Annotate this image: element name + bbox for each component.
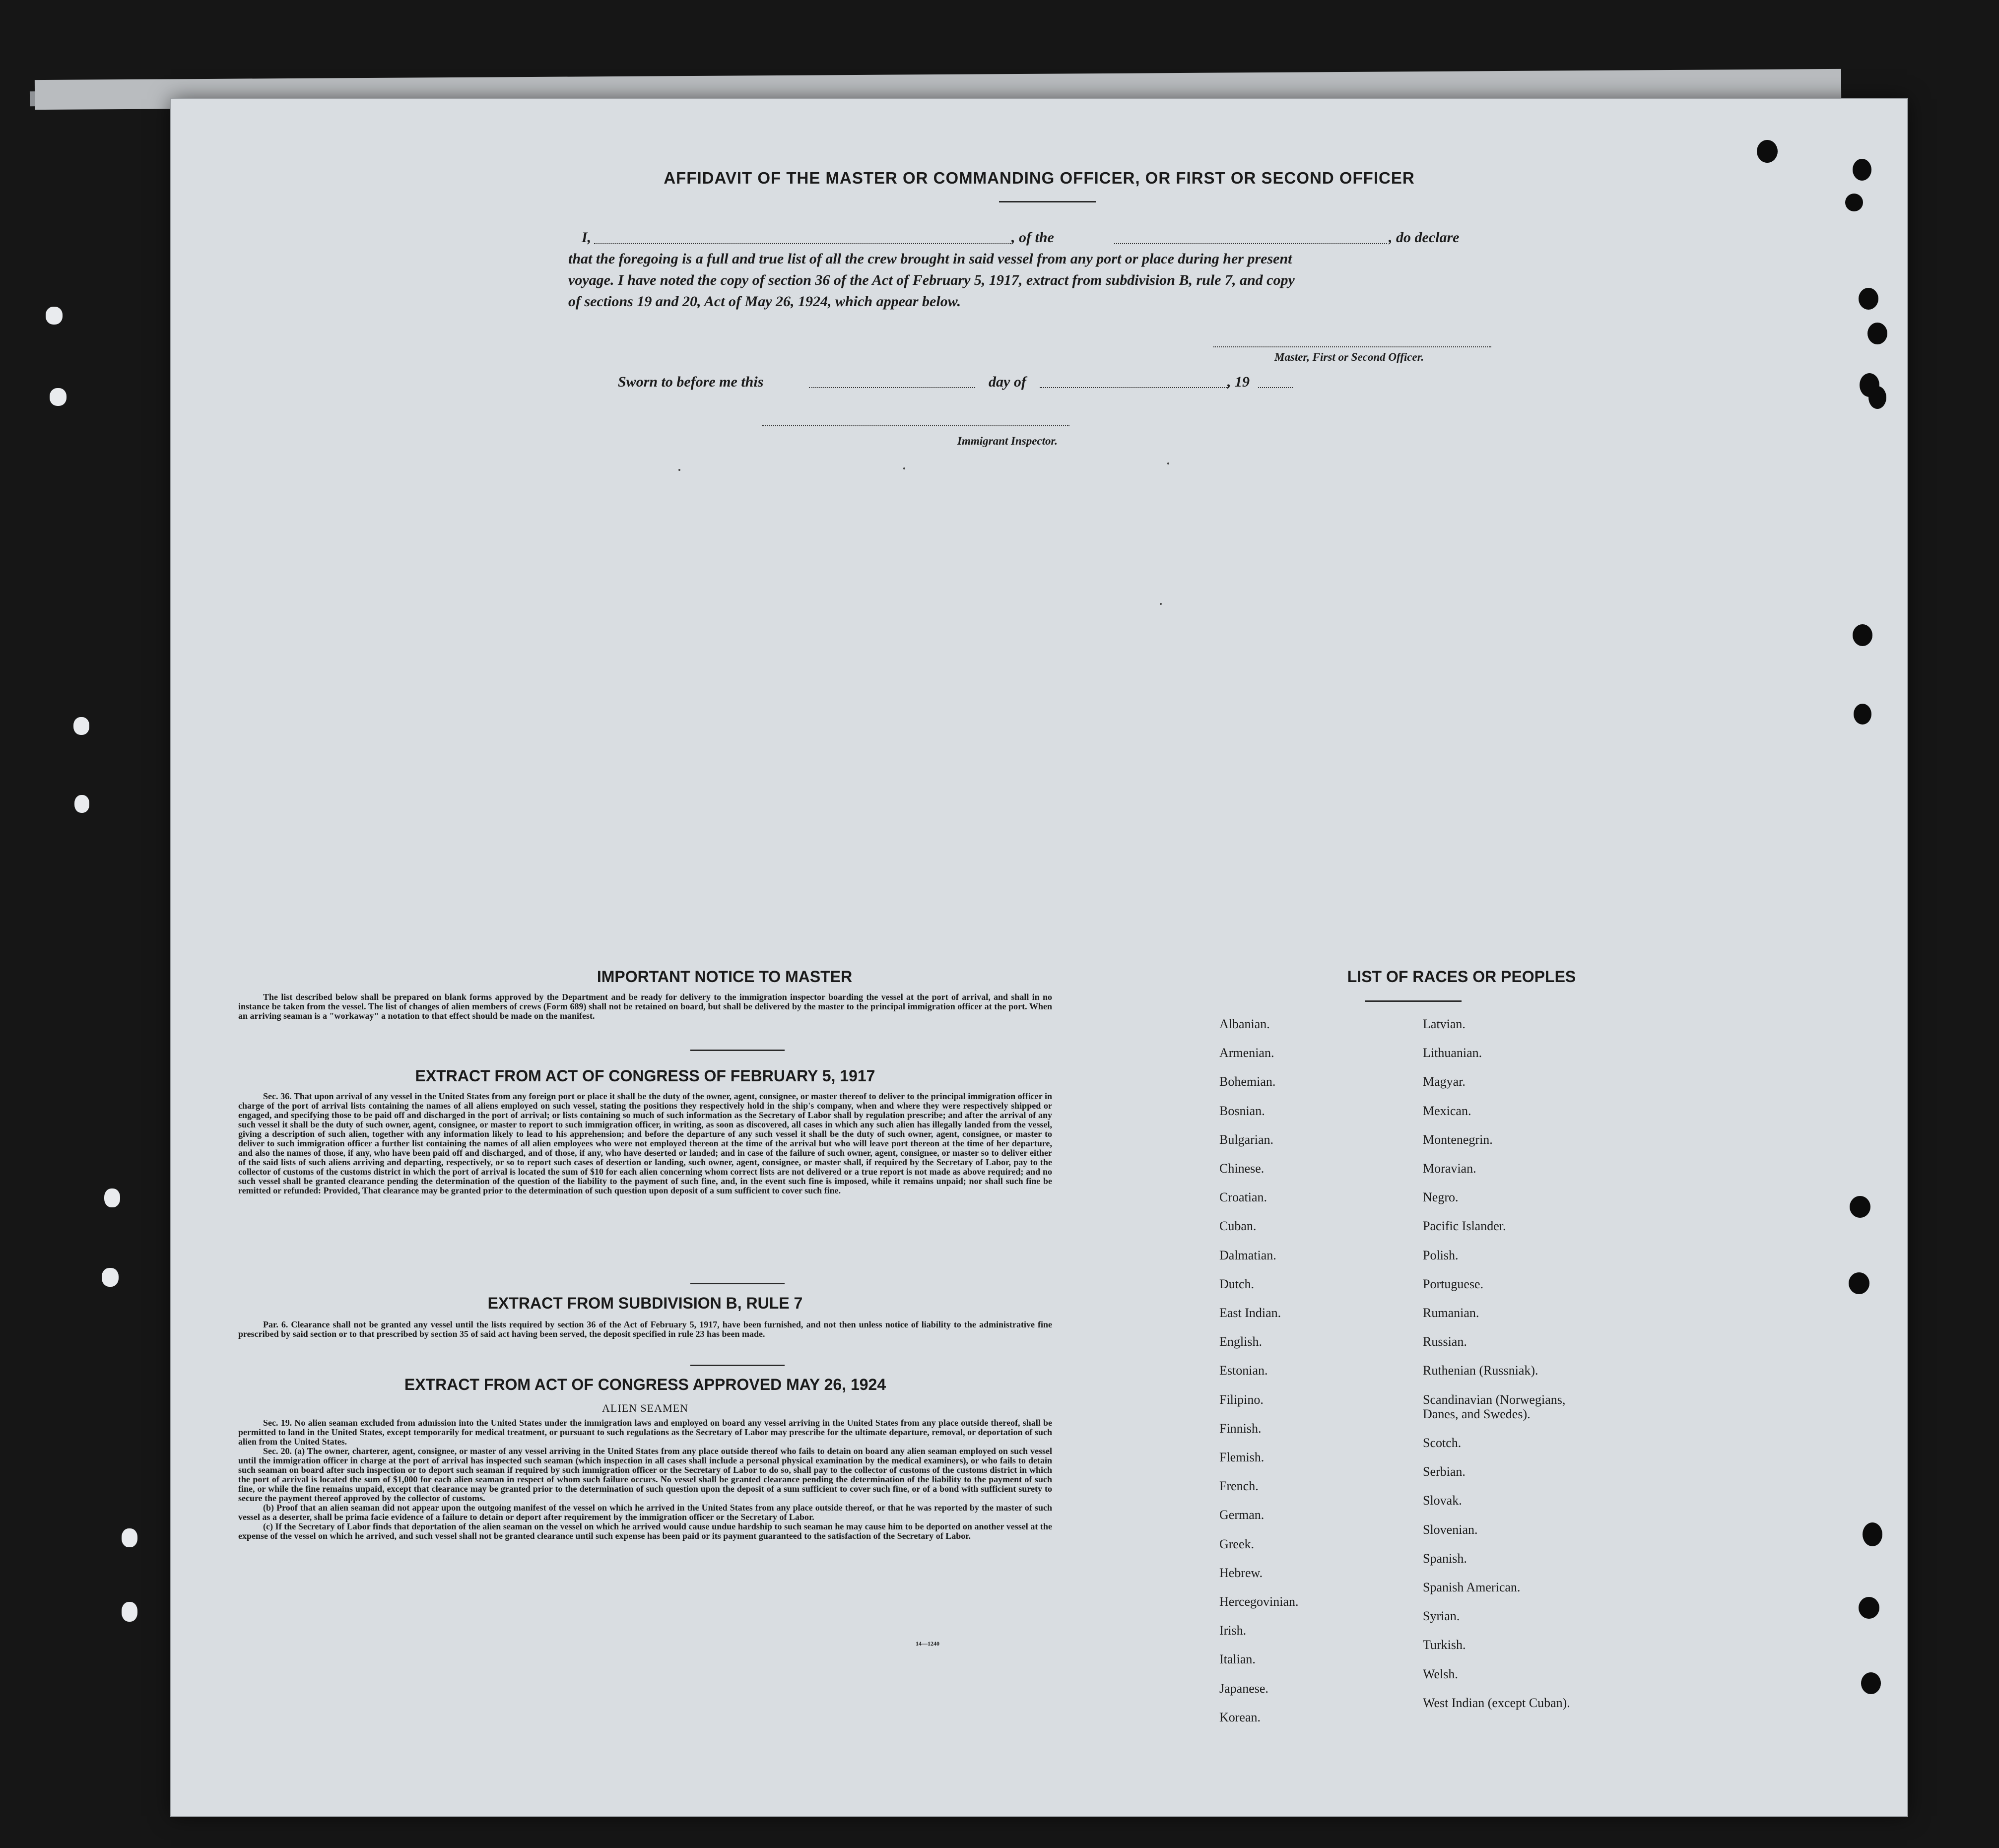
- race-item: English.: [1219, 1334, 1262, 1349]
- punch-hole: [1850, 1196, 1870, 1218]
- race-item: West Indian (except Cuban).: [1423, 1695, 1570, 1710]
- binder-hole: [46, 307, 63, 325]
- race-item: Korean.: [1219, 1710, 1261, 1724]
- race-item: Cuban.: [1219, 1219, 1257, 1234]
- affidavit-line-4: of sections 19 and 20, Act of May 26, 1924, which appear below.: [568, 293, 961, 310]
- races-title: LIST OF RACES OR PEOPLES: [1347, 968, 1576, 986]
- affidavit-do-declare-label: , do declare: [1389, 229, 1460, 246]
- race-item: Portuguese.: [1423, 1276, 1484, 1291]
- section-20a-paragraph: Sec. 20. (a) The owner, charterer, agent, consignee, or master of any vessel arriving in the United States from any place outside thereof who fails to detain on board any alien seaman employed on such vessel until the immigration officer in charge at the port of arrival has inspected such seaman (which inspection in all cases shall include a personal physical examination by the medical examiners), or who fails to detain such seaman on board after such inspection or to deport such seaman if required by such immigration officer or the Secretary of Labor to do so, shall pay to the collector of customs of the customs district in which the port of arrival is located the sum of $1,000 for each alien seaman in respect of whom such failure occurs. No vessel shall be granted clearance pending the determination of the liability to the payment of such fine, or while the fine remains unpaid, except that clearance may be granted prior to the determination of such question upon the deposit of a sum sufficient to cover such fine, or of a bond with sufficient surety to secure the payment thereof approved by the collector of customs.: [238, 1446, 1052, 1503]
- affidavit-line-3: voyage. I have noted the copy of section 36 of the Act of February 5, 1917, extract from subdivision B, rule 7, and copy: [568, 272, 1295, 288]
- scan-speck: [1160, 603, 1162, 605]
- notice-title: IMPORTANT NOTICE TO MASTER: [597, 968, 853, 986]
- race-item: Latvian.: [1423, 1017, 1466, 1031]
- race-item: Japanese.: [1219, 1681, 1268, 1696]
- binder-hole: [74, 795, 89, 813]
- notice-text: [238, 992, 1052, 1021]
- race-item: Croatian.: [1219, 1190, 1267, 1205]
- race-item: Armenian.: [1219, 1046, 1274, 1060]
- vessel-field[interactable]: [1114, 243, 1387, 245]
- race-item: Estonian.: [1219, 1363, 1268, 1378]
- race-item: Spanish.: [1423, 1551, 1467, 1566]
- race-item: Polish.: [1423, 1248, 1459, 1262]
- punch-hole: [1868, 386, 1886, 409]
- race-item: Bulgarian.: [1219, 1132, 1274, 1147]
- punch-hole: [1757, 140, 1778, 163]
- race-item: Irish.: [1219, 1623, 1247, 1638]
- race-item: Magyar.: [1423, 1074, 1466, 1089]
- binder-hole: [50, 388, 67, 406]
- section-rule: [690, 1365, 785, 1366]
- punch-hole: [1853, 624, 1872, 646]
- race-item: Flemish.: [1219, 1450, 1265, 1465]
- affidavit-title: AFFIDAVIT OF THE MASTER OR COMMANDING OFFICER, OR FIRST OR SECOND OFFICER: [664, 169, 1415, 187]
- alien-seamen-subtitle: ALIEN SEAMEN: [602, 1402, 688, 1414]
- extract-rule7-text: [238, 1320, 1052, 1339]
- races-column-1: [1219, 1010, 1299, 1732]
- binder-hole: [122, 1528, 137, 1547]
- manifest-sheet: [171, 99, 1907, 1816]
- extract-rule7-title: EXTRACT FROM SUBDIVISION B, RULE 7: [487, 1294, 803, 1312]
- title-rule: [999, 201, 1096, 202]
- sworn-year-field[interactable]: [1258, 387, 1293, 389]
- race-item: Serbian.: [1423, 1464, 1466, 1479]
- race-item: Chinese.: [1219, 1161, 1265, 1176]
- race-item: East Indian.: [1219, 1306, 1281, 1320]
- form-number: 14—1240: [916, 1640, 939, 1647]
- section-rule: [690, 1283, 785, 1284]
- race-item: Scotch.: [1423, 1435, 1462, 1450]
- race-item: Lithuanian.: [1423, 1046, 1482, 1060]
- race-item: French.: [1219, 1479, 1259, 1494]
- master-signature-line[interactable]: [1213, 346, 1491, 348]
- affidavit-line-2: that the foregoing is a full and true list of all the crew brought in said vessel from any port or place during her present: [568, 251, 1292, 267]
- scan-speck: [1167, 462, 1169, 464]
- master-signature-label: Master, First or Second Officer.: [1274, 351, 1424, 363]
- punch-hole: [1863, 1522, 1882, 1546]
- punch-hole: [1845, 194, 1863, 211]
- race-item: Slovenian.: [1423, 1522, 1478, 1537]
- name-field[interactable]: [594, 243, 1011, 245]
- section-20c-paragraph: (c) If the Secretary of Labor finds that deportation of the alien seaman on the vessel on which he arrived would cause undue hardship to such seaman he may cause him to be deported on another vessel at the expense of the vessel on which he arrived, and such vessel shall not be granted clearance until such expense has been paid or its payment guaranteed to the satisfaction of the Secretary of Labor.: [238, 1521, 1052, 1541]
- race-item: Dutch.: [1219, 1276, 1255, 1291]
- race-item: Russian.: [1423, 1334, 1467, 1349]
- punch-hole: [1867, 323, 1887, 344]
- race-item: Scandinavian (Norwegians, Danes, and Swedes).: [1423, 1392, 1566, 1421]
- race-item: Pacific Islander.: [1423, 1219, 1506, 1234]
- sworn-month-field[interactable]: [1040, 387, 1228, 389]
- extract-1917-title: EXTRACT FROM ACT OF CONGRESS OF FEBRUARY 5, 1917: [415, 1067, 875, 1085]
- inspector-signature-line[interactable]: [762, 425, 1069, 427]
- race-item: Ruthenian (Russniak).: [1423, 1363, 1538, 1378]
- race-item: Filipino.: [1219, 1392, 1264, 1407]
- race-item: Italian.: [1219, 1652, 1256, 1667]
- race-item: Greek.: [1219, 1536, 1255, 1551]
- affidavit-of-the-label: , of the: [1011, 229, 1054, 246]
- scan-speck: [903, 467, 905, 469]
- extract-1917-paragraph: Sec. 36. That upon arrival of any vessel in the United States from any foreign port or place it shall be the duty of the owner, agent, consignee, or master thereof to deliver to the principal immigration officer in charge of the port of arrival lists containing the names of all aliens employed on such vessel, stating the positions they respectively hold in the ship's company, when and where they were respectively shipped or engaged, and specifying those to be paid off and discharged in the port of arrival; or lists containing so much of such information as the Secretary of Labor shall by regulation prescribe; and after the arrival of any such vessel it shall be the duty of such owner, agent, consignee, or master to report to such immigration officer, in writing, as soon as discovered, all cases in which any such alien has illegally landed from the vessel, giving a description of such alien, together with any information likely to lead to his apprehension; and before the departure of any such vessel it shall be the duty of such owner, agent, consignee, or master to deliver to such immigration officer a further list containing the names of all alien employees who were not employed thereon at the time of the arrival but who will leave port thereon at the time of her departure, and also the names of those, if any, who have been paid off and discharged, and of those, if any, who have deserted or landed; and in case of the failure of such owner, agent, consignee, or master so to deliver either of the said lists of such aliens arriving and departing, respectively, or so to report such cases of desertion or landing, such owner, agent, consignee, or master shall, if required by the Secretary of Labor, pay to the collector of customs of the customs district in which the port of arrival is located the sum of $10 for each alien concerning whom correct lists are not delivered or a true report is not made as above required; and no such vessel shall be granted clearance pending the determination of the question of the liability to the payment of such fine, and, in the event such fine is imposed, while it remains unpaid; nor shall such fine be remitted or refunded: Provided, That clearance may be granted prior to the determination of such question upon deposit of a sum sufficient to cover such fine.: [238, 1091, 1052, 1195]
- races-title-rule: [1365, 1000, 1462, 1002]
- race-item: Bosnian.: [1219, 1103, 1265, 1118]
- race-item: Hercegovinian.: [1219, 1594, 1299, 1609]
- inspector-label: Immigrant Inspector.: [957, 435, 1058, 447]
- notice-paragraph: The list described below shall be prepared on blank forms approved by the Department and be ready for delivery to the immigration inspector boarding the vessel at the port of arrival, and shall in no instance be taken from the vessel. The list of changes of alien members of crews (Form 689) shall not be retained on board, but shall be delivered by the master to the principal immigration officer at the port. When an arriving seaman is a "workaway" a notation to that effect should be made on the manifest.: [238, 992, 1052, 1021]
- race-item: Montenegrin.: [1423, 1132, 1493, 1147]
- sworn-day-field[interactable]: [809, 387, 975, 389]
- race-item: Negro.: [1423, 1190, 1459, 1205]
- extract-1924-title: EXTRACT FROM ACT OF CONGRESS APPROVED MAY 26, 1924: [404, 1376, 886, 1393]
- extract-1917-text: [238, 1092, 1052, 1195]
- year-label: , 19: [1227, 374, 1250, 390]
- punch-hole: [1859, 1597, 1879, 1619]
- punch-hole: [1861, 1672, 1881, 1694]
- race-item: Hebrew.: [1219, 1565, 1263, 1580]
- day-of-label: day of: [989, 374, 1026, 390]
- race-item: Mexican.: [1423, 1103, 1471, 1118]
- extract-rule7-paragraph: Par. 6. Clearance shall not be granted any vessel until the lists required by section 36 of the Act of February 5, 1917, have been furnished, and not then unless notice of liability to the administrative fine prescribed by said section or to that prescribed by section 35 of said act having been served, the deposit specified in rule 23 has been made.: [238, 1320, 1052, 1339]
- scan-speck: [678, 469, 680, 471]
- punch-hole: [1849, 1272, 1869, 1294]
- sworn-label: Sworn to before me this: [618, 374, 764, 390]
- section-19-paragraph: Sec. 19. No alien seaman excluded from admission into the United States under the immigration laws and employed on board any vessel arriving in the United States from any place outside thereof, shall be permitted to land in the United States, except temporarily for medical treatment, or pursuant to such regulations as the Secretary of Labor may prescribe for the ultimate departure, removal, or deportation of such alien from the United States.: [238, 1418, 1052, 1447]
- race-item: German.: [1219, 1508, 1265, 1522]
- binder-hole: [122, 1602, 137, 1622]
- punch-hole: [1854, 704, 1871, 725]
- race-item: Turkish.: [1423, 1638, 1466, 1652]
- race-item: Spanish American.: [1423, 1580, 1521, 1594]
- punch-hole: [1859, 288, 1878, 310]
- race-item: Syrian.: [1423, 1609, 1460, 1624]
- race-item: Moravian.: [1423, 1161, 1476, 1176]
- race-item: Finnish.: [1219, 1421, 1262, 1436]
- binder-hole: [73, 717, 89, 735]
- extract-1924-text: [238, 1418, 1052, 1541]
- race-item: Bohemian.: [1219, 1074, 1276, 1089]
- binder-hole: [104, 1188, 120, 1207]
- race-item: Rumanian.: [1423, 1306, 1479, 1320]
- affidavit-i-label: I,: [582, 229, 592, 246]
- race-item: Welsh.: [1423, 1666, 1458, 1681]
- race-item: Slovak.: [1423, 1493, 1462, 1508]
- section-rule: [690, 1050, 785, 1051]
- races-column-2: [1423, 1010, 1601, 1717]
- section-20b-paragraph: (b) Proof that an alien seaman did not appear upon the outgoing manifest of the vessel on which he arrived in the United States from any place outside thereof, or that he was reported by the master of such vessel as a deserter, shall be prima facie evidence of a failure to detain or deport after requirement by the immigration officer or the Secretary of Labor.: [238, 1503, 1052, 1522]
- race-item: Dalmatian.: [1219, 1248, 1276, 1262]
- race-item: Albanian.: [1219, 1017, 1270, 1031]
- binder-hole: [102, 1268, 119, 1287]
